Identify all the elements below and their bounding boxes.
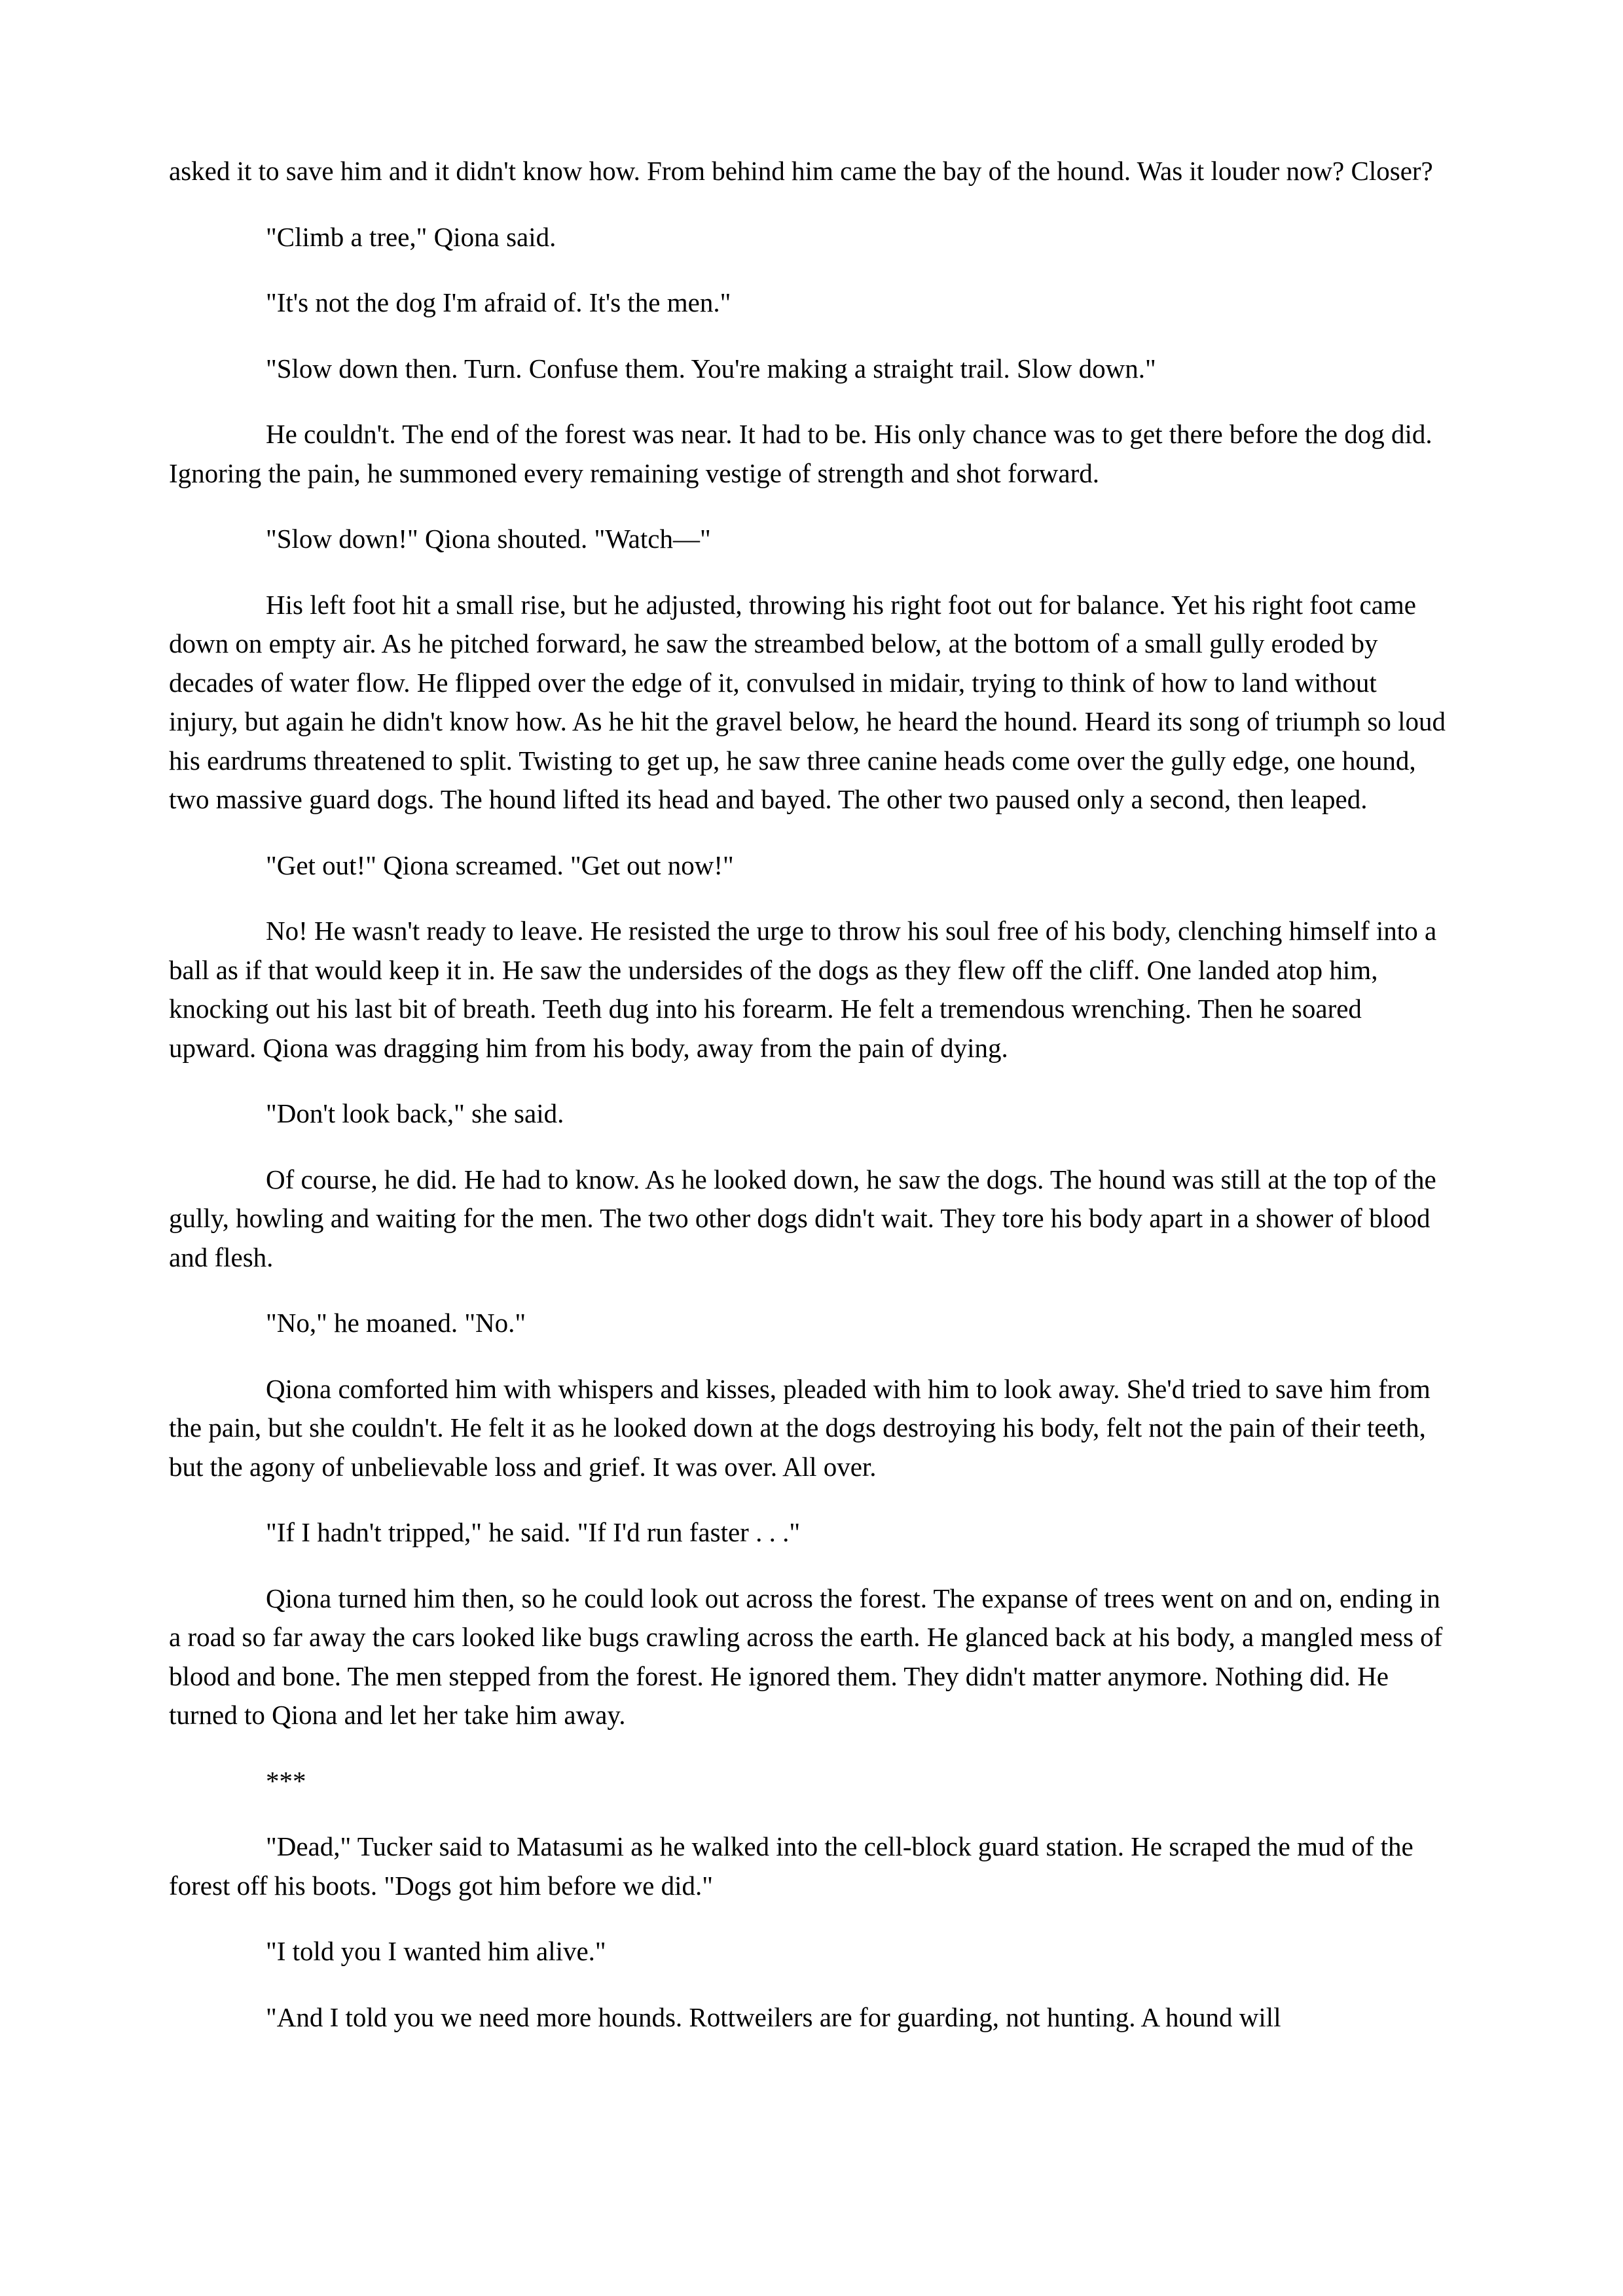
paragraph: "No," he moaned. "No." <box>266 1308 526 1338</box>
paragraph: "And I told you we need more hounds. Rottweilers are for guarding, not hunting. A hound will <box>266 2001 1281 2032</box>
paragraph: "If I hadn't tripped," he said. "If I'd run faster . . ." <box>266 1517 801 1547</box>
paragraph: Qiona turned him then, so he could look out across the forest. The expanse of trees went on and on, ending in a road so far away the cars looked like bugs crawling across the earth. He glanced back at his body, a mangled mess of blood and bone. The men stepped from the forest. He ignored them. They didn't matter anymore. Nothing did. He turned to Qiona and let her take him away. <box>169 1583 1443 1730</box>
paragraph: "Climb a tree," Qiona said. <box>266 221 556 252</box>
paragraph: Qiona comforted him with whispers and kisses, pleaded with him to look away. She'd tried to save him from the pain, but she couldn't. He felt it as he looked down at the dogs destroying his body, felt not the pain of their teeth, but the agony of unbelievable loss and grief. It was over. All over. <box>169 1373 1431 1482</box>
paragraph: "Don't look back," she said. <box>266 1098 564 1128</box>
paragraph: "It's not the dog I'm afraid of. It's the men." <box>266 287 731 317</box>
paragraph: No! He wasn't ready to leave. He resisted the urge to throw his soul free of his body, clenching himself into a ball as if that would keep it in. He saw the undersides of the dogs as they flew off the cliff. One landed atop him, knocking out his last bit of breath. Teeth dug into his forearm. He felt a tremendous wrenching. Then he soared upward. Qiona was dragging him from his body, away from the pain of dying. <box>169 916 1437 1063</box>
paragraph: His left foot hit a small rise, but he adjusted, throwing his right foot out for balance. Yet his right foot came down on empty air. As he pitched forward, he saw the streambed below, at the bottom of a small gully eroded by decades of water flow. He flipped over the edge of it, convulsed in midair, trying to think of how to land without injury, but again he didn't know how. As he hit the gravel below, he heard the hound. Heard its song of triumph so loud his eardrums threatened to split. Twisting to get up, he saw three canine heads come over the gully edge, one hound, two massive guard dogs. The hound lifted its head and bayed. The other two paused only a second, then leaped. <box>169 589 1446 814</box>
paragraph: "I told you I wanted him alive." <box>266 1936 606 1966</box>
paragraph: He couldn't. The end of the forest was near. It had to be. His only chance was to get there before the dog did. Ignoring the pain, he summoned every remaining vestige of strength and shot forward. <box>169 419 1432 488</box>
paragraph: Of course, he did. He had to know. As he looked down, he saw the dogs. The hound was still at the top of the gully, howling and waiting for the men. The two other dogs didn't wait. They tore his body apart in a shower of blood and flesh. <box>169 1164 1436 1272</box>
body-text <box>169 152 1452 2064</box>
section-break: *** <box>266 1765 306 1796</box>
paragraph: "Slow down then. Turn. Confuse them. You're making a straight trail. Slow down." <box>266 353 1156 384</box>
paragraph: asked it to save him and it didn't know how. From behind him came the bay of the hound. Was it louder now? Closer? <box>169 156 1433 186</box>
paragraph: "Get out!" Qiona screamed. "Get out now!" <box>266 850 734 880</box>
paragraph: "Dead," Tucker said to Matasumi as he walked into the cell-block guard station. He scraped the mud of the forest off his boots. "Dogs got him before we did." <box>169 1831 1413 1901</box>
paragraph: "Slow down!" Qiona shouted. "Watch—" <box>266 524 711 554</box>
